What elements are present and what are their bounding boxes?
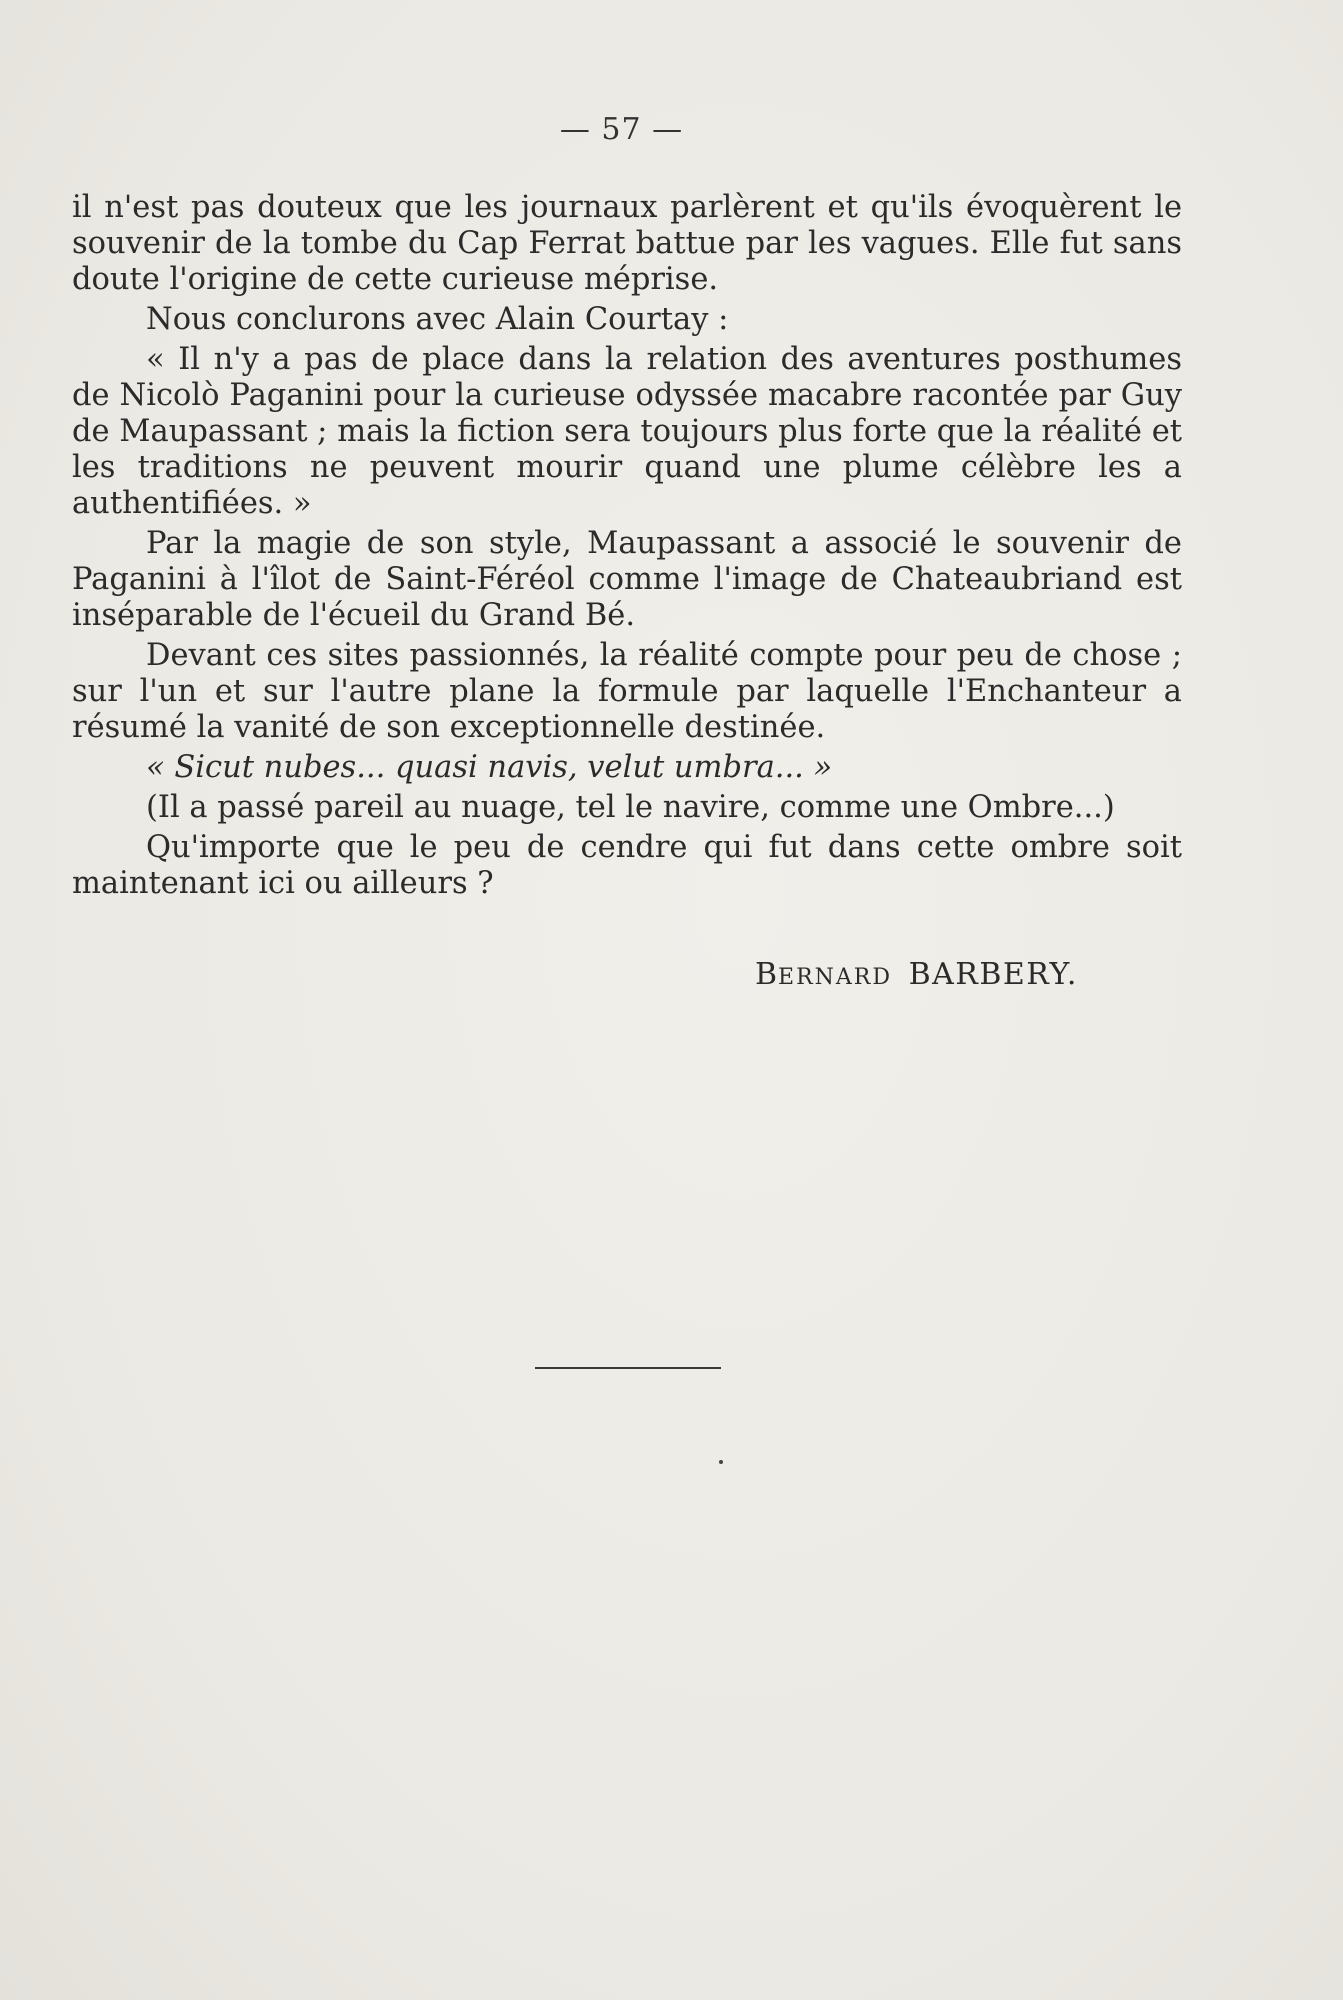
author-signature bbox=[755, 957, 1078, 992]
paragraph-2: Nous conclurons avec Alain Courtay : bbox=[146, 302, 729, 337]
print-speck bbox=[719, 1460, 723, 1464]
end-rule-divider bbox=[535, 1367, 721, 1369]
author-first-initial: B bbox=[755, 957, 779, 992]
author-first-rest: ERNARD bbox=[778, 965, 893, 990]
author-last-name: BARBERY. bbox=[908, 957, 1078, 992]
paragraph-3-quotation: « Il n'y a pas de place dans la relation des aventures posthumes de Nicolò Paganini pour la curieuse odyssée macabre racontée par Guy de Maupassant ; mais la fiction sera toujours plus forte que la réalité et les traditions ne peuvent mourir quand une plume célèbre les a authentifiées. » bbox=[72, 342, 1182, 521]
closing-paragraph: Qu'importe que le peu de cendre qui fut dans cette ombre soit maintenant ici ou ailleurs ? bbox=[72, 830, 1182, 901]
latin-quotation: « Sicut nubes... quasi navis, velut umbra... » bbox=[146, 750, 833, 785]
paragraph-5: Devant ces sites passionnés, la réalité compte pour peu de chose ; sur l'un et sur l'autre plane la formule par laquelle l'Enchanteur a résumé la vanité de son exceptionnelle destinée. bbox=[72, 638, 1182, 745]
translation-paragraph: (Il a passé pareil au nuage, tel le navire, comme une Ombre...) bbox=[146, 790, 1115, 825]
paragraph-4: Par la magie de son style, Maupassant a associé le souvenir de Paganini à l'îlot de Saint-Féréol comme l'image de Chateaubriand est inséparable de l'écueil du Grand Bé. bbox=[72, 526, 1182, 633]
page-number: — 57 — bbox=[559, 112, 684, 147]
paragraph-1: il n'est pas douteux que les journaux parlèrent et qu'ils évoquèrent le souvenir de la tombe du Cap Ferrat battue par les vagues. Elle fut sans doute l'origine de cette curieuse méprise. bbox=[72, 190, 1182, 297]
body-text bbox=[72, 190, 1182, 906]
author-first-name bbox=[755, 957, 892, 992]
